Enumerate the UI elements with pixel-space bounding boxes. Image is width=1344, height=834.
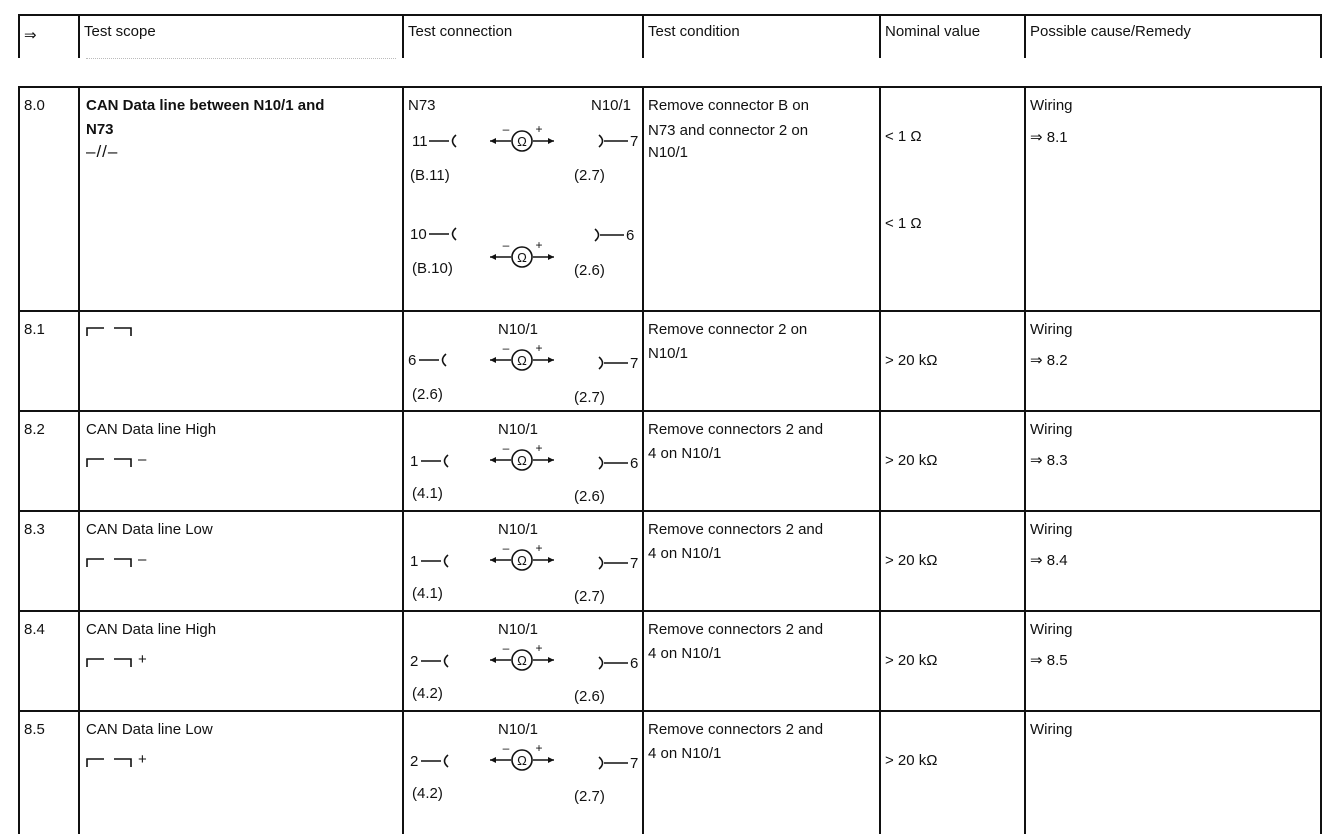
interruption-symbol: –//–	[86, 142, 119, 161]
remedy-link[interactable]: ⇒ 8.5	[1030, 652, 1068, 669]
col-line	[1024, 88, 1026, 834]
col-line	[1320, 88, 1322, 834]
col-line	[78, 88, 80, 834]
condition-line: 4 on N10/1	[648, 545, 722, 562]
svg-text:+: +	[535, 122, 543, 136]
probe-right-icon	[596, 756, 628, 770]
pin-right: 7	[630, 755, 639, 772]
pin-left-ref: (4.2)	[412, 685, 443, 702]
pin-left: 1	[410, 453, 419, 470]
header-nominal: Nominal value	[885, 23, 981, 40]
row-line	[18, 610, 1322, 612]
header-scope: Test scope	[84, 23, 156, 40]
svg-text:Ω: Ω	[517, 753, 527, 768]
remedy-line: Wiring	[1030, 621, 1073, 638]
row-line	[18, 410, 1322, 412]
probe-left-icon	[421, 754, 457, 768]
header-condition-cell	[642, 16, 879, 58]
condition-line: Remove connector B on	[648, 97, 809, 114]
condition-line: N73 and connector 2 on	[648, 122, 809, 139]
pin-right-ref: (2.7)	[574, 588, 605, 605]
pin-right: 6	[626, 227, 635, 244]
scope-suffix: –	[138, 451, 147, 468]
pin-left: 10	[410, 226, 427, 243]
ohmmeter-icon	[488, 124, 556, 154]
pin-left: 11	[412, 133, 428, 150]
row-number: 8.3	[24, 521, 45, 538]
svg-text:–: –	[502, 341, 510, 355]
svg-text:+: +	[535, 641, 543, 655]
short-circuit-symbol-icon	[86, 326, 134, 336]
scope-suffix: +	[138, 651, 147, 668]
pin-left-ref: (B.11)	[410, 167, 450, 184]
svg-text:–: –	[502, 441, 510, 455]
probe-left-icon	[421, 654, 457, 668]
ohmmeter-icon	[488, 543, 556, 573]
header-arrow: ⇒	[24, 27, 37, 44]
header-arrow-cell	[18, 16, 78, 58]
nominal-value: < 1 Ω	[885, 128, 922, 145]
col-line	[402, 88, 404, 834]
nominal-value: > 20 kΩ	[885, 652, 938, 669]
connection-right-unit: N10/1	[591, 97, 632, 114]
pin-right-ref: (2.6)	[574, 262, 605, 279]
probe-right-icon	[596, 656, 628, 670]
pin-left-ref: (4.1)	[412, 585, 443, 602]
short-circuit-symbol-icon	[86, 657, 134, 667]
header-remedy: Possible cause/Remedy	[1030, 23, 1191, 40]
remedy-link[interactable]: ⇒ 8.2	[1030, 352, 1068, 369]
row-number: 8.4	[24, 621, 45, 638]
row-line	[18, 510, 1322, 512]
col-line	[879, 88, 881, 834]
svg-text:Ω: Ω	[517, 453, 527, 468]
connection-unit: N10/1	[498, 521, 539, 538]
pin-right-ref: (2.7)	[574, 167, 605, 184]
condition-line: Remove connectors 2 and	[648, 721, 824, 738]
scope-label: CAN Data line High	[86, 621, 217, 638]
row-line	[18, 310, 1322, 312]
connection-unit: N10/1	[498, 421, 539, 438]
probe-left-icon	[429, 227, 465, 241]
col-line	[642, 88, 644, 834]
scope-suffix: +	[138, 751, 147, 768]
remedy-line: Wiring	[1030, 321, 1073, 338]
remedy-line: Wiring	[1030, 721, 1073, 738]
svg-text:–: –	[502, 238, 510, 252]
probe-right-icon	[596, 556, 628, 570]
remedy-line: Wiring	[1030, 521, 1073, 538]
svg-text:–: –	[502, 641, 510, 655]
svg-text:+: +	[535, 341, 543, 355]
pin-left-ref: (2.6)	[412, 386, 443, 403]
ohmmeter-icon	[488, 240, 556, 270]
probe-left-icon	[429, 134, 465, 148]
probe-right-icon	[592, 228, 624, 242]
svg-text:+: +	[535, 441, 543, 455]
header-nominal-cell	[879, 16, 1024, 58]
remedy-link[interactable]: ⇒ 8.4	[1030, 552, 1068, 569]
svg-text:Ω: Ω	[517, 553, 527, 568]
probe-left-icon	[421, 554, 457, 568]
pin-right: 7	[630, 555, 639, 572]
short-circuit-symbol-icon	[86, 557, 134, 567]
svg-text:–: –	[502, 541, 510, 555]
pin-right-ref: (2.6)	[574, 688, 605, 705]
nominal-value: < 1 Ω	[885, 215, 922, 232]
header-condition: Test condition	[648, 23, 740, 40]
short-circuit-symbol-icon	[86, 757, 134, 767]
ohmmeter-icon	[488, 643, 556, 673]
pin-right: 6	[630, 655, 639, 672]
pin-right-ref: (2.6)	[574, 488, 605, 505]
probe-right-icon	[596, 456, 628, 470]
svg-text:–: –	[502, 741, 510, 755]
nominal-value: > 20 kΩ	[885, 352, 938, 369]
svg-text:Ω: Ω	[517, 353, 527, 368]
nominal-value: > 20 kΩ	[885, 552, 938, 569]
probe-left-icon	[419, 353, 455, 367]
condition-line: Remove connectors 2 and	[648, 521, 824, 538]
condition-line: 4 on N10/1	[648, 645, 722, 662]
pin-right-ref: (2.7)	[574, 389, 605, 406]
connection-unit: N10/1	[498, 721, 539, 738]
row-number: 8.5	[24, 721, 45, 738]
svg-text:+: +	[535, 238, 543, 252]
pin-left: 2	[410, 753, 419, 770]
svg-text:Ω: Ω	[517, 250, 527, 265]
svg-text:Ω: Ω	[517, 134, 527, 149]
remedy-link[interactable]: ⇒ 8.3	[1030, 452, 1068, 469]
condition-line: 4 on N10/1	[648, 445, 722, 462]
connection-unit: N10/1	[498, 621, 539, 638]
condition-line: N10/1	[648, 144, 689, 161]
probe-right-icon	[596, 134, 628, 148]
condition-line: Remove connectors 2 and	[648, 421, 824, 438]
pin-left: 1	[410, 553, 419, 570]
nominal-value: > 20 kΩ	[885, 752, 938, 769]
table-header	[18, 14, 1322, 58]
pin-right: 7	[630, 133, 639, 150]
remedy-line: Wiring	[1030, 97, 1073, 114]
svg-text:Ω: Ω	[517, 653, 527, 668]
row-number: 8.0	[24, 97, 45, 114]
pin-right: 7	[630, 355, 639, 372]
condition-line: 4 on N10/1	[648, 745, 722, 762]
pin-left-ref: (B.10)	[412, 260, 453, 277]
ohmmeter-icon	[488, 743, 556, 773]
remedy-link[interactable]: ⇒ 8.1	[1030, 129, 1068, 146]
svg-text:+: +	[535, 541, 543, 555]
scope-label: CAN Data line Low	[86, 521, 213, 538]
pin-left-ref: (4.1)	[412, 485, 443, 502]
scope-label: CAN Data line High	[86, 421, 217, 438]
ohmmeter-icon	[488, 443, 556, 473]
pin-left-ref: (4.2)	[412, 785, 443, 802]
connection-left-unit: N73	[408, 97, 436, 114]
row-line	[18, 710, 1322, 712]
probe-left-icon	[421, 454, 457, 468]
remedy-line: Wiring	[1030, 421, 1073, 438]
scope-line: N73	[86, 121, 114, 138]
scope-label: CAN Data line Low	[86, 721, 213, 738]
svg-text:+: +	[535, 741, 543, 755]
condition-line: Remove connectors 2 and	[648, 621, 824, 638]
header-connection-cell	[402, 16, 642, 58]
scope-suffix: –	[138, 551, 147, 568]
col-line	[18, 88, 20, 834]
pin-right-ref: (2.7)	[574, 788, 605, 805]
row-number: 8.2	[24, 421, 45, 438]
short-circuit-symbol-icon	[86, 457, 134, 467]
condition-line: Remove connector 2 on	[648, 321, 808, 338]
svg-text:–: –	[502, 122, 510, 136]
probe-right-icon	[596, 356, 628, 370]
header-scope-cell	[78, 16, 402, 58]
pin-left: 2	[410, 653, 419, 670]
ohmmeter-icon	[488, 343, 556, 373]
pin-right: 6	[630, 455, 639, 472]
pin-left: 6	[408, 352, 417, 369]
header-remedy-cell	[1024, 16, 1322, 58]
condition-line: N10/1	[648, 345, 689, 362]
nominal-value: > 20 kΩ	[885, 452, 938, 469]
test-table	[18, 86, 1322, 834]
row-number: 8.1	[24, 321, 45, 338]
connection-unit: N10/1	[498, 321, 539, 338]
header-connection: Test connection	[408, 23, 513, 40]
scope-line: CAN Data line between N10/1 and	[86, 97, 325, 114]
